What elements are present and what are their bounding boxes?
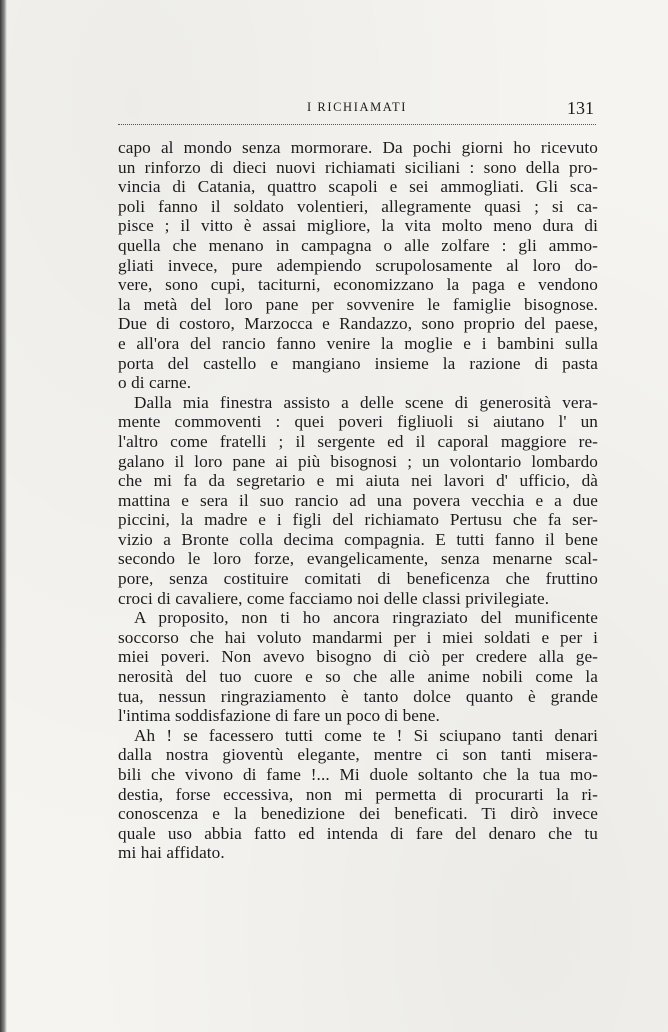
text-line: vincia di Catania, quattro scapoli e sei ammogliati. Gli sca- <box>118 177 598 197</box>
text-line: pisce ; il vitto è assai migliore, la vita molto meno dura di <box>118 216 598 236</box>
text-line: destia, forse eccessiva, non mi permetta di procurarti la ri- <box>118 784 598 804</box>
paragraph <box>118 393 598 609</box>
text-line: l'altro come fratelli ; il sergente ed il caporal maggiore re- <box>118 431 598 451</box>
running-title: I RICHIAMATI <box>306 100 408 114</box>
text-line: conoscenza e la benedizione dei beneficati. Ti dirò invece <box>118 804 598 824</box>
text-line: mente commoventi : quei poveri figliuoli si aiutano l' un <box>118 412 598 432</box>
header-rule <box>118 124 596 125</box>
text-line: la metà del loro pane per sovvenire le famiglie bisognose. <box>118 294 598 314</box>
text-line: l'intima soddisfazione di fare un poco di bene. <box>118 706 440 726</box>
text-line: porta del castello e mangiano insieme la razione di pasta <box>118 353 598 373</box>
paragraph <box>118 726 598 863</box>
text-line: piccini, la madre e i figli del richiamato Pertusu che fa ser- <box>118 510 598 530</box>
page-number: 131 <box>567 98 594 118</box>
paragraph <box>118 608 598 726</box>
text-line: galano il loro pane ai più bisognosi ; un volontario lombardo <box>118 451 598 471</box>
text-line: Ah ! se facessero tutti come te ! Si sciupano tanti denari <box>134 725 598 745</box>
text-line: capo al mondo senza mormorare. Da pochi giorni ho ricevuto <box>118 138 598 157</box>
text-line: nerosità del tuo cuore e so che alle anime nobili come la <box>118 667 598 687</box>
text-line: soccorso che hai voluto mandarmi per i miei soldati e per i <box>118 627 598 647</box>
text-line: secondo le loro forze, evangelicamente, senza menarne scal- <box>118 549 598 569</box>
text-line: Dalla mia finestra assisto a delle scene di generosità vera- <box>134 392 598 412</box>
text-line: vere, sono cupi, taciturni, economizzano la paga e vendono <box>118 275 598 295</box>
text-line: vizio a Bronte colla decima compagnia. E tutti fanno il bene <box>118 529 598 549</box>
page-header <box>118 98 596 122</box>
text-line: gliati invece, pure adempiendo scrupolosamente al loro do- <box>118 255 598 275</box>
text-line: tua, nessun ringraziamento è tanto dolce quanto è grande <box>118 686 598 706</box>
text-line: mattina e sera il suo rancio ad una povera vecchia e a due <box>118 490 598 510</box>
text-line: un rinforzo di dieci nuovi richiamati siciliani : sono della pro- <box>118 157 598 177</box>
text-line: dalla nostra gioventù elegante, mentre ci son tanti misera- <box>118 745 598 765</box>
text-line: e all'ora del rancio fanno venire la moglie e i bambini sulla <box>118 333 598 353</box>
text-line: quella che menano in campagna o alle zolfare : gli ammo- <box>118 235 598 255</box>
text-line: miei poveri. Non avevo bisogno di ciò per credere alla ge- <box>118 647 598 667</box>
text-line: bili che vivono di fame !... Mi duole soltanto che la tua mo- <box>118 765 598 784</box>
text-line: Due di costoro, Marzocca e Randazzo, sono proprio del paese, <box>118 314 598 334</box>
text-line: quale uso abbia fatto ed intenda di fare del denaro che tu <box>118 823 598 843</box>
text-line: poli fanno il soldato volentieri, allegramente quasi ; si ca- <box>118 196 598 216</box>
page-binding-shadow <box>0 0 7 1032</box>
text-line: A proposito, non ti ho ancora ringraziato del munificente <box>134 608 598 628</box>
text-line: che mi fa da segretario e mi aiuta nei lavori d' ufficio, dà <box>118 471 598 491</box>
text-line: croci di cavaliere, come facciamo noi delle classi privilegiate. <box>118 588 550 608</box>
text-line: pore, senza costituire comitati di beneficenza che fruttino <box>118 569 598 589</box>
text-line: mi hai affidato. <box>118 843 225 863</box>
body-text <box>118 138 598 863</box>
text-line: o di carne. <box>118 373 192 393</box>
paragraph <box>118 138 598 393</box>
